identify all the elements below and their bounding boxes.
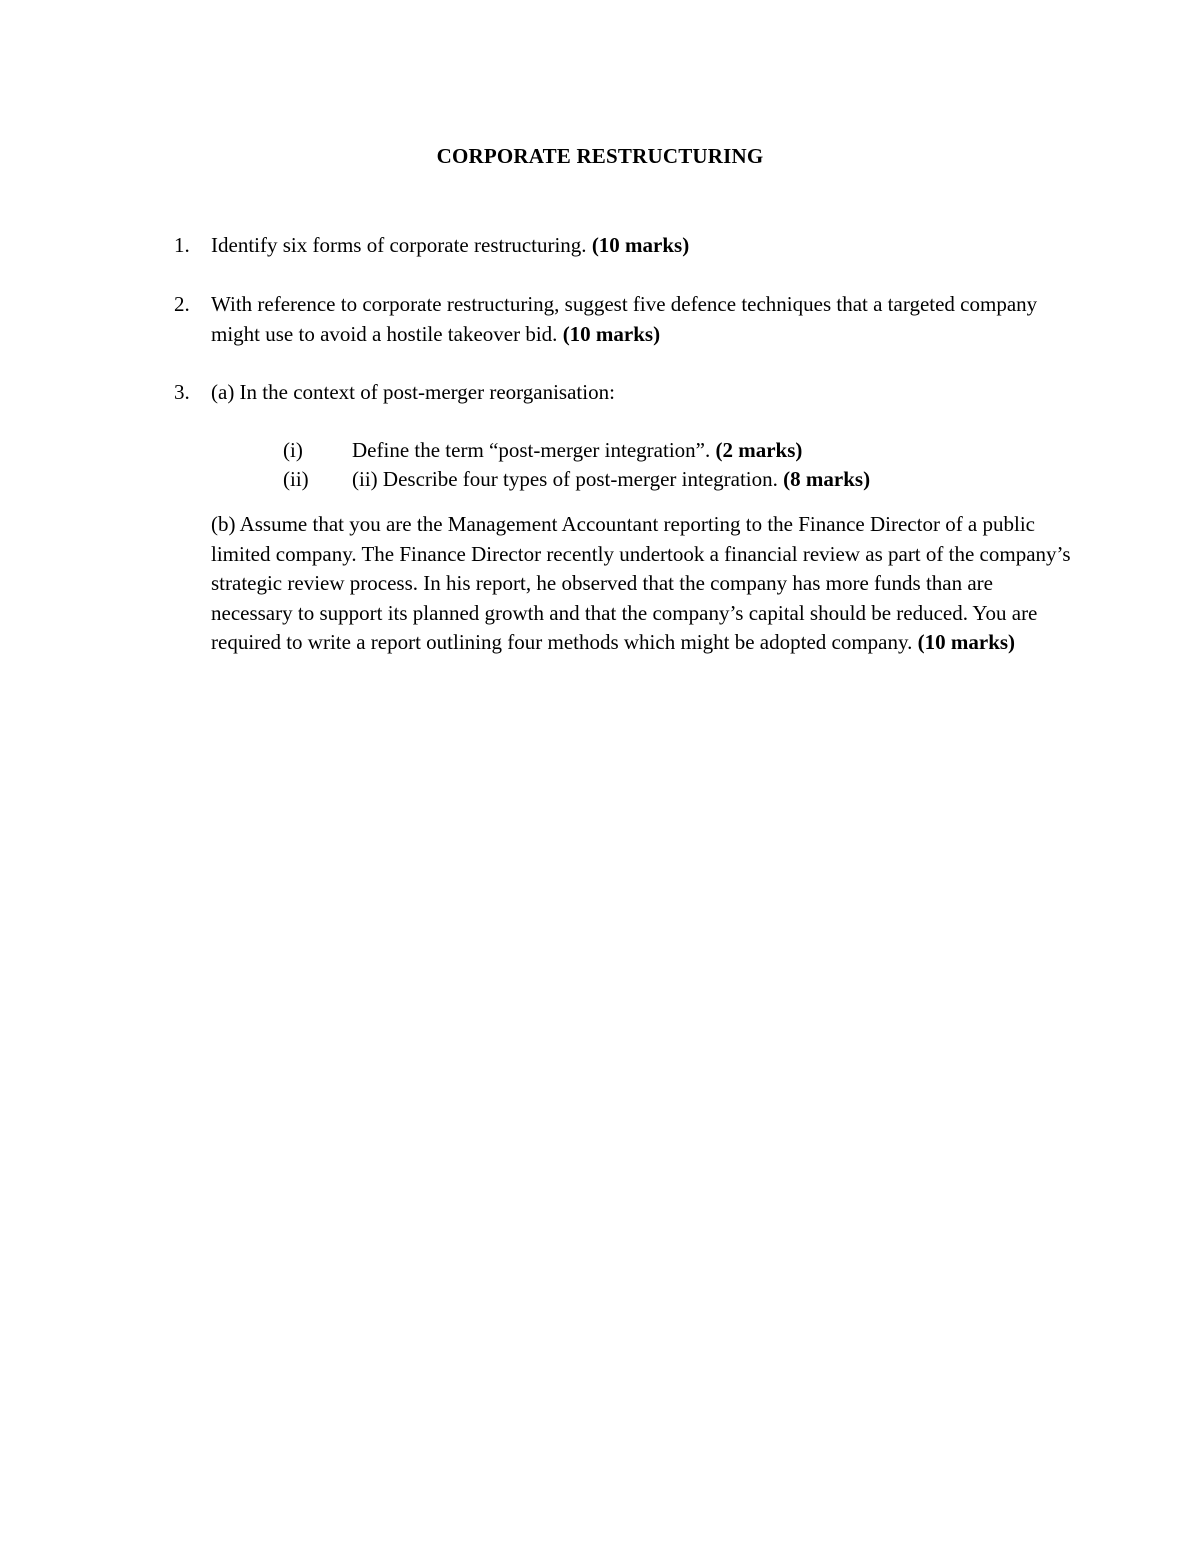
subitem-i-marks: (2 marks) — [715, 438, 803, 462]
question-1-marks: (10 marks) — [591, 233, 690, 257]
question-number: 1. — [174, 233, 190, 257]
subitem-text — [352, 436, 1072, 466]
subitem-i-text: Define the term “post-merger integration”. — [352, 438, 716, 462]
part-b-text: (b) Assume that you are the Management Accountant reporting to the Finance Director of a public limited company. The Finance Director recently undertook a financial review as part of the company’s strategic review process. In his report, he observed that the company has more funds than are necessary to support its planned growth and that the company’s capital should be reduced. You are required to write a report outlining four methods which might be adopted company. — [211, 512, 1071, 654]
question-3-part-b — [211, 510, 1071, 658]
question-text — [211, 231, 1071, 261]
subitem-ii-marks: (8 marks) — [783, 467, 871, 491]
question-number: 3. — [174, 380, 190, 404]
question-3-part-a-intro: (a) In the context of post-merger reorganisation: — [211, 380, 615, 404]
subitem-ii-text: (ii) Describe four types of post-merger integration. — [352, 467, 784, 491]
question-text — [211, 290, 1061, 349]
question-1-text: Identify six forms of corporate restructuring. — [211, 233, 592, 257]
question-2-marks: (10 marks) — [562, 321, 661, 346]
subitem-number: (ii) — [283, 467, 309, 491]
part-b-marks: (10 marks) — [917, 630, 1016, 654]
page-title: CORPORATE RESTRUCTURING — [436, 144, 764, 168]
question-2-text: With reference to corporate restructuring, suggest five defence techniques that a targeted company might use to avoid a hostile takeover bid. — [211, 292, 1038, 346]
subitem-text — [352, 465, 1072, 495]
subitem-number: (i) — [283, 438, 303, 462]
question-number: 2. — [174, 292, 190, 316]
